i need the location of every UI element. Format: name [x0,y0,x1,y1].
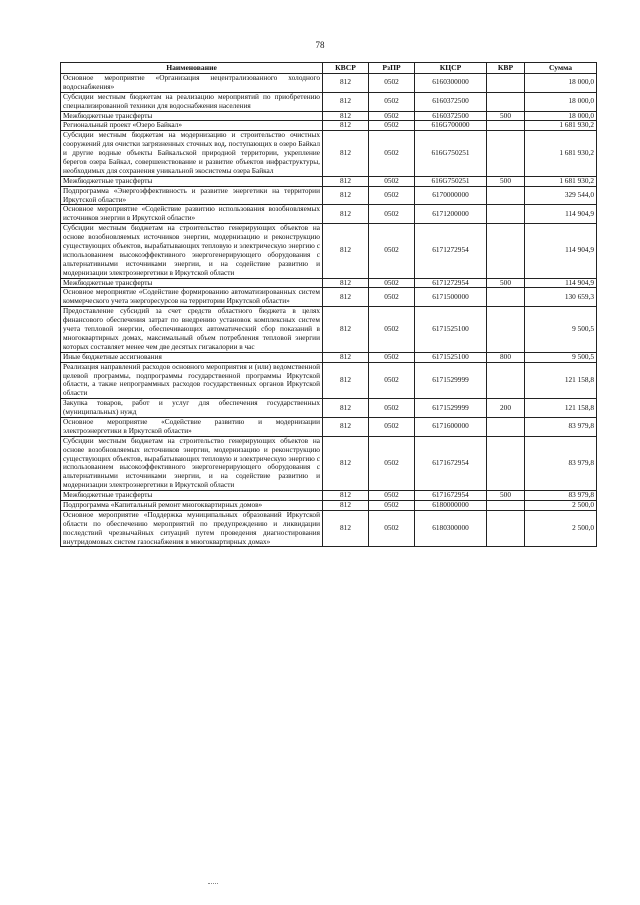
cell-kcsr: 6160372500 [415,92,487,111]
page-number: 78 [315,40,325,50]
cell-name: Закупка товаров, работ и услуг для обеспечения государственных (муниципальных) нужд [61,399,323,418]
cell-kvr: 500 [487,111,525,121]
cell-sum: 9 500,5 [525,307,597,352]
cell-sum: 2 500,0 [525,500,597,510]
cell-name: Основное мероприятие «Содействие развитию и модернизации электроэнергетики в Иркутской области» [61,417,323,436]
cell-kcsr: 6171672954 [415,491,487,501]
cell-kvsr: 812 [323,362,369,399]
column-header-kvr: КВР [487,63,525,74]
cell-name: Субсидии местным бюджетам на строительство генерирующих объектов на основе возобновляемых источников энергии, модернизацию и реконструкцию существующих объектов, вырабатывающих тепловую и электрическую энергию с использованием высокоэффективного энергогенерирующего оборудования с альтернативными источниками энергии, и на содействие развитию и модернизации электроэнергетики в Иркутской области [61,224,323,278]
cell-kcsr: 6160372500 [415,111,487,121]
cell-sum: 9 500,5 [525,352,597,362]
header-row [61,63,597,74]
cell-name: Предоставление субсидий за счет средств областного бюджета в целях финансового обеспечения затрат по внедрению установок комплексных систем учета тепловой энергии, обеспечивающих автоматический сбор показаний в многоквартирных домах, максимальный объем потребления тепловой энергии которых составляет менее чем две десятых гигакалории в час [61,307,323,352]
cell-kvr [487,288,525,307]
column-header-sum: Сумма [525,63,597,74]
cell-sum: 1 681 930,2 [525,131,597,176]
cell-kvr [487,131,525,176]
cell-sum: 114 904,9 [525,278,597,288]
cell-name: Подпрограмма «Капитальный ремонт многоквартирных домов» [61,500,323,510]
column-header-kvsr: КВСР [323,63,369,74]
cell-name: Субсидии местным бюджетам на реализацию мероприятий по приобретению специализированной техники для водоснабжения населения [61,92,323,111]
cell-kvsr: 812 [323,205,369,224]
cell-rzpr: 0502 [369,288,415,307]
cell-kvsr: 812 [323,491,369,501]
cell-name: Межбюджетные трансферты [61,176,323,186]
cell-kcsr: 6171272954 [415,278,487,288]
cell-kvsr: 812 [323,176,369,186]
cell-kvsr: 812 [323,186,369,205]
cell-kvr [487,417,525,436]
cell-sum: 1 681 930,2 [525,121,597,131]
cell-name: Основное мероприятие «Организация нецентрализованного холодного водоснабжения» [61,74,323,93]
cell-name: Субсидии местным бюджетам на строительство генерирующих объектов на основе возобновляемых источников энергии, модернизацию и реконструкцию существующих объектов, вырабатывающих тепловую и электрическую энергию с использованием высокоэффективного энергогенерирующего оборудования с альтернативными источниками энергии, и на содействие развитию и модернизации электроэнергетики в Иркутской области [61,436,323,490]
cell-kvr [487,436,525,490]
cell-kvr [487,510,525,547]
cell-rzpr: 0502 [369,131,415,176]
table-row [61,74,597,93]
cell-kcsr: 6171272954 [415,224,487,278]
cell-kvsr: 812 [323,307,369,352]
cell-kvsr: 812 [323,278,369,288]
cell-name: Межбюджетные трансферты [61,278,323,288]
cell-kcsr: 6171200000 [415,205,487,224]
cell-kcsr: 6171529999 [415,399,487,418]
cell-sum: 114 904,9 [525,205,597,224]
cell-rzpr: 0502 [369,491,415,501]
table-header [61,63,597,74]
cell-rzpr: 0502 [369,510,415,547]
table-row [61,224,597,278]
cell-kcsr: 616G750251 [415,176,487,186]
cell-kvr [487,74,525,93]
cell-kvr [487,500,525,510]
table-row [61,307,597,352]
cell-kvr [487,121,525,131]
budget-table [60,62,597,547]
cell-kcsr: 6170000000 [415,186,487,205]
column-header-rzpr: РзПР [369,63,415,74]
cell-rzpr: 0502 [369,307,415,352]
cell-kcsr: 6160300000 [415,74,487,93]
cell-kvsr: 812 [323,352,369,362]
cell-kcsr: 6171529999 [415,362,487,399]
cell-name: Подпрограмма «Энергоэффективность и развитие энергетики на территории Иркутской области» [61,186,323,205]
cell-kvsr: 812 [323,131,369,176]
cell-kvr [487,307,525,352]
cell-sum: 121 158,8 [525,362,597,399]
cell-rzpr: 0502 [369,186,415,205]
cell-sum: 329 544,0 [525,186,597,205]
table-row [61,399,597,418]
cell-name: Реализация направлений расходов основного мероприятия и (или) ведомственной целевой программы, подпрограммы государственной программы Иркутской области, а также непрограммных расходов государственных органов Иркутской области [61,362,323,399]
cell-sum: 83 979,8 [525,417,597,436]
table-row [61,92,597,111]
column-header-kcsr: КЦСР [415,63,487,74]
cell-kvsr: 812 [323,92,369,111]
cell-sum: 114 904,9 [525,224,597,278]
table-row [61,205,597,224]
cell-rzpr: 0502 [369,399,415,418]
table-row [61,491,597,501]
cell-name: Основное мероприятие «Содействие формированию автоматизированных систем коммерческого учета энергоресурсов на территории Иркутской области» [61,288,323,307]
cell-sum: 83 979,8 [525,436,597,490]
cell-rzpr: 0502 [369,111,415,121]
cell-rzpr: 0502 [369,205,415,224]
table-row [61,352,597,362]
table-row [61,362,597,399]
table-row [61,288,597,307]
cell-kcsr: 6180300000 [415,510,487,547]
table-row [61,436,597,490]
cell-kvr [487,205,525,224]
cell-name: Основное мероприятие «Содействие развитию использования возобновляемых источников энергии в Иркутской области» [61,205,323,224]
cell-kcsr: 6171525100 [415,352,487,362]
cell-name: Основное мероприятие «Поддержка муниципальных образований Иркутской области по обеспечению мероприятий по предупреждению и ликвидации последствий чрезвычайных ситуаций путем проведения диагностирования внутридомовых систем газоснабжения в многоквартирных домах» [61,510,323,547]
table-row [61,131,597,176]
table-row [61,500,597,510]
cell-kvsr: 812 [323,417,369,436]
cell-kcsr: 6171672954 [415,436,487,490]
table-body [61,74,597,547]
table-row [61,186,597,205]
cell-sum: 1 681 930,2 [525,176,597,186]
cell-kvr: 500 [487,491,525,501]
cell-kvr [487,224,525,278]
cell-kvsr: 812 [323,111,369,121]
cell-kvr: 500 [487,278,525,288]
cell-kvsr: 812 [323,74,369,93]
cell-rzpr: 0502 [369,352,415,362]
cell-kcsr: 616G700000 [415,121,487,131]
cell-kcsr: 6171525100 [415,307,487,352]
cell-rzpr: 0502 [369,121,415,131]
cell-sum: 2 500,0 [525,510,597,547]
cell-name: Иные бюджетные ассигнования [61,352,323,362]
cell-kcsr: 6171600000 [415,417,487,436]
cell-rzpr: 0502 [369,278,415,288]
cell-kvr: 800 [487,352,525,362]
cell-name: Межбюджетные трансферты [61,491,323,501]
cell-sum: 130 659,3 [525,288,597,307]
cell-kvsr: 812 [323,288,369,307]
cell-name: Межбюджетные трансферты [61,111,323,121]
table-row [61,510,597,547]
cell-kvr [487,92,525,111]
cell-kcsr: 6171500000 [415,288,487,307]
cell-rzpr: 0502 [369,224,415,278]
column-header-name: Наименование [61,63,323,74]
page-mark [208,883,218,885]
cell-rzpr: 0502 [369,500,415,510]
cell-kvr: 200 [487,399,525,418]
cell-rzpr: 0502 [369,92,415,111]
cell-rzpr: 0502 [369,362,415,399]
table-row [61,417,597,436]
cell-kcsr: 6180000000 [415,500,487,510]
cell-sum: 18 000,0 [525,111,597,121]
cell-kvr [487,362,525,399]
cell-kvsr: 812 [323,121,369,131]
cell-kvr: 500 [487,176,525,186]
cell-kvr [487,186,525,205]
cell-kvsr: 812 [323,224,369,278]
cell-sum: 83 979,8 [525,491,597,501]
cell-rzpr: 0502 [369,417,415,436]
cell-kvsr: 812 [323,510,369,547]
cell-sum: 121 158,8 [525,399,597,418]
cell-rzpr: 0502 [369,176,415,186]
cell-sum: 18 000,0 [525,74,597,93]
cell-kvsr: 812 [323,500,369,510]
cell-sum: 18 000,0 [525,92,597,111]
cell-name: Региональный проект «Озеро Байкал» [61,121,323,131]
cell-kcsr: 616G750251 [415,131,487,176]
cell-rzpr: 0502 [369,74,415,93]
cell-kvsr: 812 [323,436,369,490]
table-row [61,176,597,186]
cell-rzpr: 0502 [369,436,415,490]
cell-kvsr: 812 [323,399,369,418]
cell-name: Субсидии местным бюджетам на модернизацию и строительство очистных сооружений для очистки загрязненных сточных вод, поступающих в озеро Байкал и другие водные объекты Байкальской природной территории, укрепление берегов озера Байкал, совершенствование и развитие объектов инфраструктуры, необходимых для сохранения уникальной экосистемы озера Байкал [61,131,323,176]
